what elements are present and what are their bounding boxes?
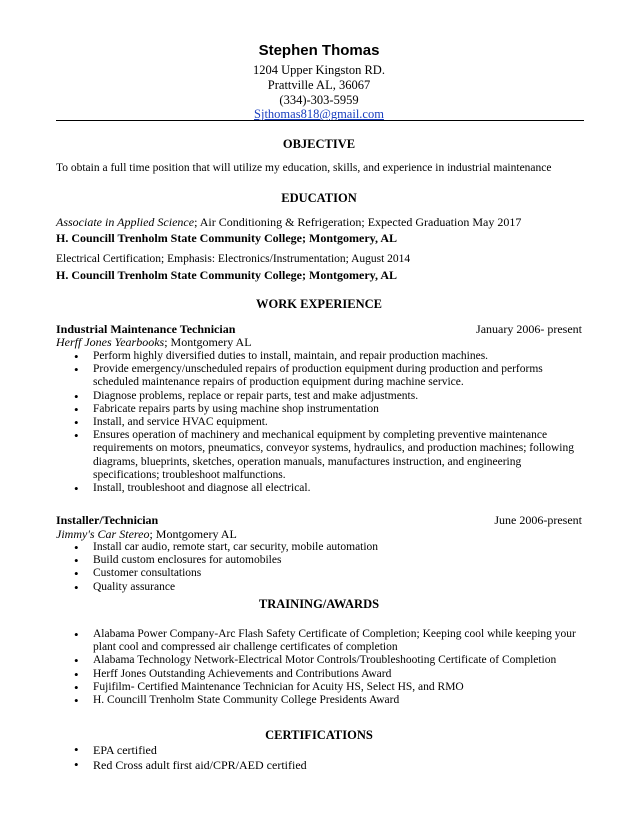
education-heading: EDUCATION (281, 191, 357, 205)
list-item: • Red Cross adult first aid/CPR/AED certified (56, 758, 576, 773)
job1-date: January 2006- present (476, 322, 582, 336)
list-item: • Customer consultations (56, 567, 576, 580)
phone-number: (334)-303-5959 (279, 93, 359, 107)
list-item: • Provide emergency/unscheduled repairs of production equipment during production and performs scheduled maintenance repairs of production equipment during machine service. (56, 363, 576, 389)
education-entry-1 (56, 215, 584, 230)
training-list (56, 628, 576, 707)
training-heading: TRAINING/AWARDS (258, 597, 380, 611)
work-heading: WORK EXPERIENCE (255, 297, 383, 311)
degree-details: ; Air Conditioning & Refrigeration; Expected Graduation May 2017 (194, 215, 522, 229)
list-item: • Diagnose problems, replace or repair parts, test and make adjustments. (56, 390, 576, 403)
objective-text: To obtain a full time position that will utilize my education, skills, and experience in industrial maintenance (56, 162, 552, 174)
degree-name: Associate in Applied Science (56, 215, 195, 229)
list-item: • EPA certified (56, 743, 576, 758)
list-item: • Build custom enclosures for automobiles (56, 554, 576, 567)
list-item: • Fujifilm- Certified Maintenance Technician for Acuity HS, Select HS, and RMO (56, 681, 576, 694)
applicant-name: Stephen Thomas (258, 42, 380, 59)
certifications-heading: CERTIFICATIONS (265, 728, 373, 742)
list-item: • Install, troubleshoot and diagnose all electrical. (56, 482, 576, 495)
job2-title: Installer/Technician (56, 513, 159, 527)
education-entry-2: Electrical Certification; Emphasis: Electronics/Instrumentation; August 2014 (56, 253, 411, 265)
job2-employer: Jimmy's Car Stereo (56, 527, 150, 541)
address-line-2: Prattville AL, 36067 (267, 78, 371, 92)
header-divider (56, 120, 584, 121)
education-school-2: H. Councill Trenholm State Community College; Montgomery, AL (56, 268, 397, 282)
job2-duties-list (56, 541, 576, 594)
list-item: • Install, and service HVAC equipment. (56, 416, 576, 429)
job1-duties-list (56, 350, 576, 495)
list-item: • Herff Jones Outstanding Achievements and Contributions Award (56, 668, 576, 681)
list-item: • Perform highly diversified duties to install, maintain, and repair production machines. (56, 350, 576, 363)
email-link[interactable]: Sjthomas818@gmail.com (254, 107, 384, 121)
certifications-list (56, 743, 576, 772)
list-item: • Quality assurance (56, 581, 576, 594)
job2-date: June 2006-present (494, 513, 582, 527)
job1-location: ; Montgomery AL (164, 335, 252, 349)
list-item: • Fabricate repairs parts by using machine shop instrumentation (56, 403, 576, 416)
job2-employer-line (56, 527, 584, 542)
job1-employer-line (56, 335, 584, 350)
job1-title: Industrial Maintenance Technician (56, 322, 236, 336)
objective-heading: OBJECTIVE (282, 137, 356, 151)
address-line-1: 1204 Upper Kingston RD. (253, 63, 385, 77)
list-item: • Alabama Technology Network-Electrical Motor Controls/Troubleshooting Certificate of Completion (56, 654, 576, 667)
list-item: • Alabama Power Company-Arc Flash Safety Certificate of Completion; Keeping cool while keeping your plant cool and compressed air challenge certificates of completion (56, 628, 576, 654)
list-item: • Ensures operation of machinery and mechanical equipment by completing preventive maintenance requirements on motors, pneumatics, conveyor systems, hydraulics, and production machines; following diagrams, blueprints, sketches, operation manuals, manufactures instruction, and engineering specifications; troubleshoot malfunctions. (56, 429, 576, 482)
education-school-1: H. Councill Trenholm State Community College; Montgomery, AL (56, 231, 397, 245)
job2-location: ; Montgomery AL (149, 527, 237, 541)
list-item: • Install car audio, remote start, car security, mobile automation (56, 541, 576, 554)
list-item: • H. Councill Trenholm State Community College Presidents Award (56, 694, 576, 707)
job1-employer: Herff Jones Yearbooks (56, 335, 165, 349)
